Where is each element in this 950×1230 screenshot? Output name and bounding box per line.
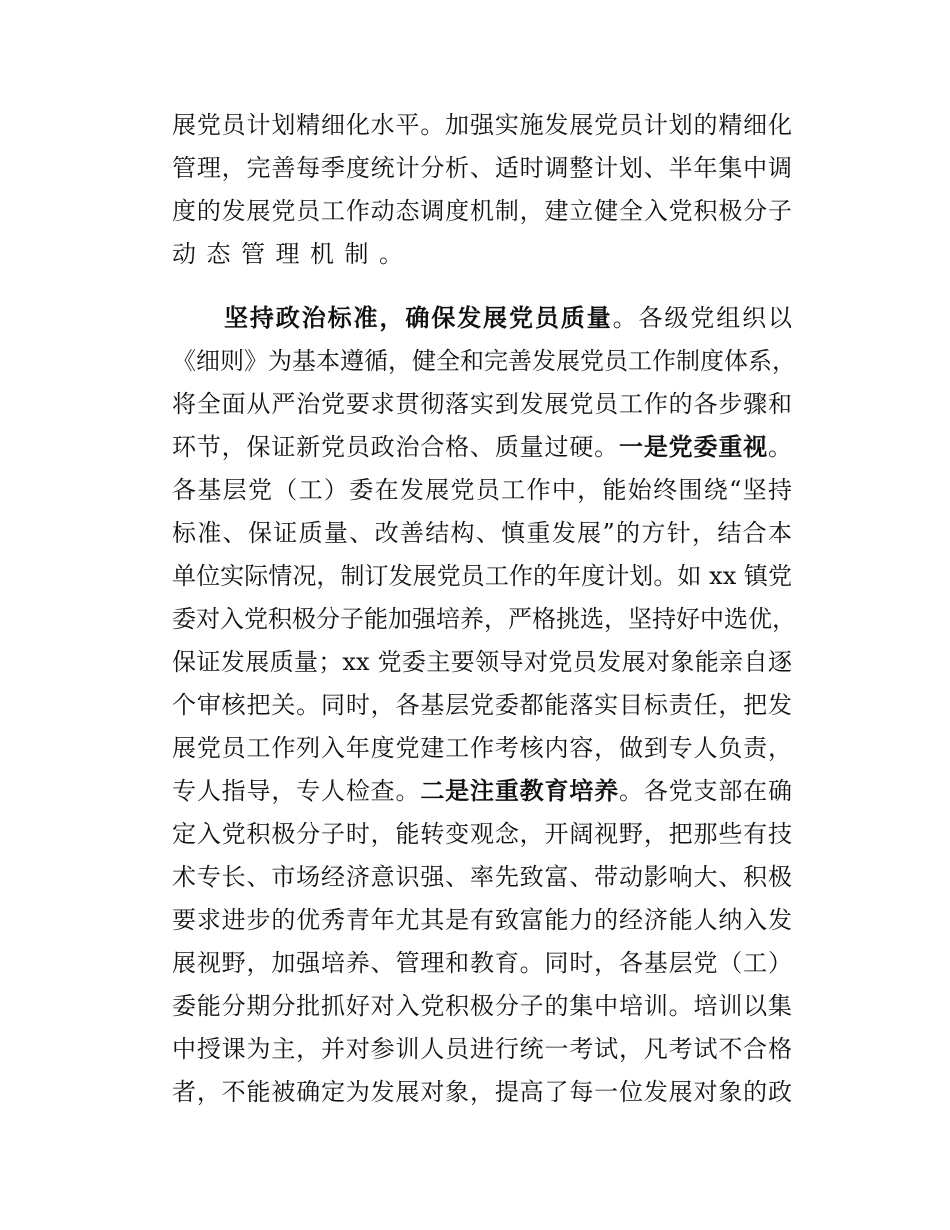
paragraph bbox=[172, 104, 792, 276]
text-line bbox=[172, 727, 792, 770]
text-line bbox=[172, 147, 792, 190]
body-text: 展视野，加强培养、管理和教育。同时，各基层党（工） bbox=[172, 949, 792, 977]
text-line bbox=[172, 641, 792, 684]
body-text: 委能分期分批抓好对入党积极分子的集中培训。培训以集 bbox=[172, 992, 792, 1020]
body-text: 要求进步的优秀青年尤其是有致富能力的经济能人纳入发 bbox=[172, 906, 792, 934]
text-line bbox=[172, 985, 792, 1028]
text-line bbox=[172, 770, 792, 813]
bold-heading-text: 一是党委重视 bbox=[619, 433, 768, 461]
text-line bbox=[172, 512, 792, 555]
bold-heading-text: 坚持政治标准，确保发展党员质量 bbox=[224, 304, 613, 332]
text-line bbox=[172, 813, 792, 856]
text-line bbox=[172, 469, 792, 512]
body-text: 术专长、市场经济意识强、率先致富、带动影响大、积极 bbox=[172, 863, 792, 891]
paragraph bbox=[172, 297, 796, 1114]
body-text: 环节，保证新党员政治合格、质量过硬。 bbox=[172, 433, 619, 461]
body-text: 标准、保证质量、改善结构、慎重发展”的方针，结合本 bbox=[172, 519, 792, 547]
text-line bbox=[172, 899, 792, 942]
body-text: 委对入党积极分子能加强培养，严格挑选，坚持好中选优， bbox=[172, 605, 796, 633]
text-line bbox=[172, 598, 796, 641]
body-text: 各基层党（工）委在发展党员工作中，能始终围绕“坚持 bbox=[172, 476, 792, 504]
text-line bbox=[172, 1028, 792, 1071]
body-text: 度的发展党员工作动态调度机制，建立健全入党积极分子 bbox=[172, 197, 792, 225]
body-text: 管理，完善每季度统计分析、适时调整计划、半年集中调 bbox=[172, 154, 792, 182]
body-text: 《细则》为基本遵循，健全和完善发展党员工作制度体系， bbox=[172, 347, 796, 375]
body-text: 。各党支部在确 bbox=[619, 777, 793, 805]
body-text: 展党员计划精细化水平。加强实施发展党员计划的精细化 bbox=[172, 111, 792, 139]
body-text: 中授课为主，并对参训人员进行统一考试，凡考试不合格 bbox=[172, 1035, 792, 1063]
text-line bbox=[172, 856, 792, 899]
text-line bbox=[172, 297, 792, 340]
body-text: 专人指导，专人检查。 bbox=[172, 777, 421, 805]
text-line bbox=[172, 340, 796, 383]
text-line bbox=[172, 104, 792, 147]
body-text: 将全面从严治党要求贯彻落实到发展党员工作的各步骤和 bbox=[172, 390, 792, 418]
body-text: 保证发展质量；xx 党委主要领导对党员发展对象能亲自逐 bbox=[172, 648, 792, 676]
text-line bbox=[172, 233, 792, 276]
text-line bbox=[172, 383, 792, 426]
bold-heading-text: 二是注重教育培养 bbox=[420, 777, 620, 805]
text-line bbox=[172, 684, 792, 727]
text-line bbox=[172, 942, 792, 985]
body-text: 单位实际情况，制订发展党员工作的年度计划。如 xx 镇党 bbox=[172, 562, 792, 590]
body-text: 个审核把关。同时，各基层党委都能落实目标责任，把发 bbox=[172, 691, 792, 719]
text-line bbox=[172, 1071, 792, 1114]
body-text: 。各级党组织以 bbox=[612, 304, 793, 332]
body-text: 动态管理机制。 bbox=[172, 240, 414, 268]
text-line bbox=[172, 426, 792, 469]
text-line bbox=[172, 190, 792, 233]
body-text: 定入党积极分子时，能转变观念，开阔视野，把那些有技 bbox=[172, 820, 792, 848]
body-text: 展党员工作列入年度党建工作考核内容，做到专人负责， bbox=[172, 734, 792, 762]
body-text: 者，不能被确定为发展对象，提高了每一位发展对象的政 bbox=[172, 1078, 792, 1106]
text-line bbox=[172, 555, 792, 598]
document-page bbox=[172, 104, 796, 1114]
body-text: 。 bbox=[768, 433, 792, 461]
